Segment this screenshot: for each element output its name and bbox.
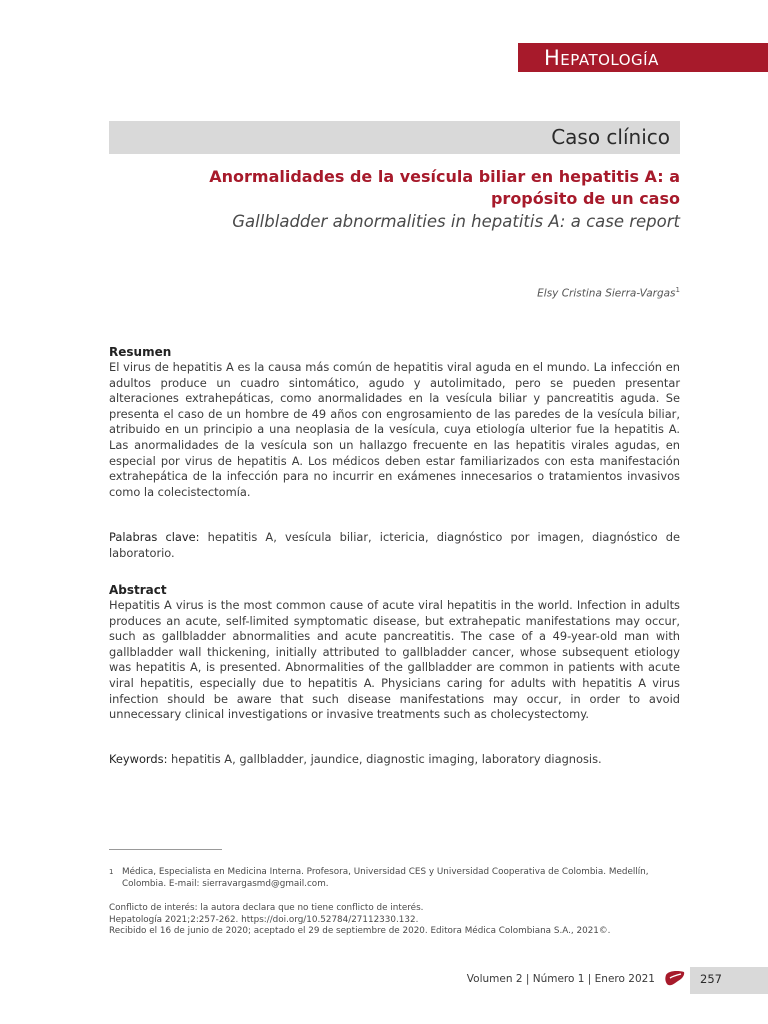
author-name: Elsy Cristina Sierra-Vargas bbox=[537, 287, 676, 300]
palabras-clave-text: hepatitis A, vesícula biliar, ictericia, diagnóstico por imagen, diagnóstico de laboratorio. bbox=[109, 530, 681, 560]
keywords-label: Keywords: bbox=[109, 752, 168, 766]
liver-logo-icon bbox=[664, 970, 686, 988]
footnote-divider bbox=[109, 849, 222, 850]
citation: Hepatología 2021;2:257-262. https://doi.org/10.52784/27112330.132. bbox=[109, 914, 419, 925]
abstract-heading: Abstract bbox=[109, 583, 167, 597]
palabras-clave-label: Palabras clave: bbox=[109, 530, 200, 544]
author-line bbox=[280, 286, 680, 300]
article-title-spanish: Anormalidades de la vesícula biliar en hepatitis A: a propósito de un caso bbox=[209, 167, 680, 208]
resumen-text: El virus de hepatitis A es la causa más común de hepatitis viral aguda en el mundo. La infección en adultos produce un cuadro sintomático, agudo y autolimitado, pero se pueden presentar alteraciones extrahepáticas, como anormalidades en la vesícula biliar y pancreatitis aguda. Se presenta el caso de un hombre de 49 años con engrosamiento de las paredes de la vesícula biliar, atribuido en un principio a una neoplasia de la vesícula, cuya etiología ulterior fue la hepatitis A. Las anormalidades de la vesícula son un hallazgo frecuente en las hepatitis virales agudas, en especial por virus de hepatitis A. Los médicos deben estar familiarizados con esta manifestación extrahepática de la infección para no incurrir en exámenes innecesarios o tratamientos invasivos como la colecistectomía. bbox=[109, 360, 680, 499]
keywords-text: hepatitis A, gallbladder, jaundice, diagnostic imaging, laboratory diagnosis. bbox=[171, 752, 602, 766]
abstract-text: Hepatitis A virus is the most common cause of acute viral hepatitis in the world. Infection in adults produces an acute, self-limited symptomatic disease, but extrahepatic manifestations may occur, such as gallbladder abnormalities and acute pancreatitis. The case of a 49-year-old man with gallbladder wall thickening, initially attributed to gallbladder cancer, whose subsequent etiology was hepatitis A, is presented. Abnormalities of the gallbladder are common in patients with acute viral hepatitis, especially due to hepatitis A. Physicians caring for adults with hepatitis A virus infection should be aware that such disease manifestations may occur, in order to avoid unnecessary clinical investigations or invasive treatments such as cholecystectomy. bbox=[109, 598, 680, 722]
section-label: Caso clínico bbox=[551, 125, 670, 149]
section-bar bbox=[109, 121, 680, 154]
keywords-section bbox=[109, 752, 680, 768]
resumen-section bbox=[109, 344, 680, 500]
author-affiliation-mark: 1 bbox=[675, 286, 680, 294]
issue-info: Volumen 2 | Número 1 | Enero 2021 bbox=[466, 973, 655, 985]
footnote-mark: 1 bbox=[109, 868, 114, 876]
journal-name: Hepatología bbox=[544, 46, 659, 70]
resumen-heading: Resumen bbox=[109, 345, 172, 359]
page-number-box bbox=[690, 967, 768, 994]
article-title-english: Gallbladder abnormalities in hepatitis A: a case report bbox=[232, 212, 680, 231]
journal-banner bbox=[518, 43, 768, 72]
received-dates: Recibido el 16 de junio de 2020; aceptado el 29 de septiembre de 2020. Editora Médica Colombiana S.A., 2021©. bbox=[109, 926, 611, 937]
footnote-text: Médica, Especialista en Medicina Interna. Profesora, Universidad CES y Universidad Cooperativa de Colombia. Medellín, Colombia. E-mail: sierravargasmd@gmail.com. bbox=[122, 867, 649, 889]
footnote bbox=[109, 866, 680, 890]
abstract-section bbox=[109, 582, 680, 723]
conflict-of-interest: Conflicto de interés: la autora declara que no tiene conflicto de interés. bbox=[109, 903, 424, 913]
palabras-clave-section bbox=[109, 530, 680, 561]
page-number: 257 bbox=[700, 972, 722, 986]
article-meta bbox=[109, 903, 680, 938]
